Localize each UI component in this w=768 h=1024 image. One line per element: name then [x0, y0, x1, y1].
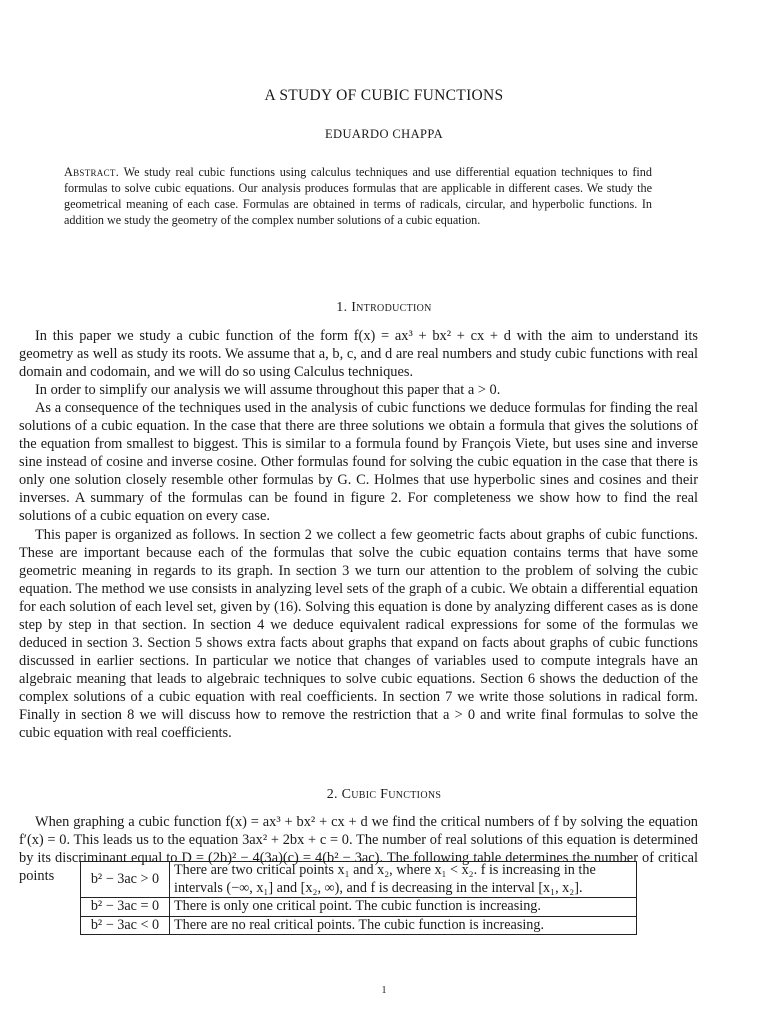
table-cell-condition: b² − 3ac < 0: [81, 916, 170, 935]
table-cell-description: There are no real critical points. The cubic function is increasing.: [170, 916, 637, 935]
page-number: 1: [381, 985, 387, 996]
intro-paragraph-3: As a consequence of the techniques used in the analysis of cubic functions we deduce formulas for finding the real solutions of a cubic equation. In the case that there are three solutions we obtain a formula that gives the solutions of the equation from smallest to biggest. This is similar to a formula found by François Viete, but uses sine and inverse sine instead of cosine and inverse cosine. Other formulas found for solving the cubic equation in the case that there is only one solution closely resemble other formulas by G. C. Holmes that use hyperbolic sines and cosines and their inverses. A summary of the formulas can be found in figure 2. For completeness we show how to find the real solutions of a cubic equation on every case.: [19, 400, 698, 525]
table-row: [81, 916, 637, 935]
abstract-text: We study real cubic functions using calculus techniques and use differential equation techniques to find formulas to solve cubic equations. Our analysis produces formulas that are applicable in different cases. We study the geometrical meaning of each case. Formulas are obtained in terms of radicals, circular, and hyperbolic functions. In addition we study the geometry of the complex number solutions of a cubic equation.: [64, 165, 652, 227]
table-row: [81, 898, 637, 917]
critical-points-table: [80, 861, 637, 935]
section-1-heading: 1. Introduction: [336, 300, 432, 315]
table-row: [81, 862, 637, 898]
table-cell-description: There are two critical points x₁ and x₂, where x₁ < x₂. f is increasing in the intervals (−∞, x₁] and [x₂, ∞), and f is decreasing in the interval [x₁, x₂].: [170, 862, 637, 898]
author-name: EDUARDO CHAPPA: [324, 127, 443, 141]
table-cell-description: There is only one critical point. The cubic function is increasing.: [170, 898, 637, 917]
intro-paragraph-2: In order to simplify our analysis we will assume throughout this paper that a > 0.: [35, 382, 501, 399]
table-cell-condition: b² − 3ac > 0: [81, 862, 170, 898]
abstract: [64, 164, 652, 228]
abstract-label: Abstract.: [64, 165, 120, 179]
paper-title: A STUDY OF CUBIC FUNCTIONS: [264, 87, 504, 104]
intro-paragraph-1: In this paper we study a cubic function of the form f(x) = ax³ + bx² + cx + d with the aim to understand its geometry as well as study its roots. We assume that a, b, c, and d are real numbers and study cubic functions with real domain and codomain, and we will do so using Calculus techniques.: [19, 328, 698, 381]
table-cell-condition: b² − 3ac = 0: [81, 898, 170, 917]
cubic-paragraph-1: When graphing a cubic function f(x) = ax³ + bx² + cx + d we find the critical numbers of f by solving the equation f′(x) = 0. This leads us to the equation 3ax² + 2bx + c = 0. The number of real solutions of this equation is determined by its discriminant equal to D = (2b)² − 4(3a)(c) = 4(b² − 3ac). The following table determines the number of critical points: [19, 814, 698, 885]
intro-paragraph-4: This paper is organized as follows. In section 2 we collect a few geometric facts about graphs of cubic functions. These are important because each of the formulas that solve the cubic equation contains terms that have some geometric meaning in regards to its graph. In section 3 we turn our attention to the problem of solving the cubic equation. The method we use consists in analyzing level sets of the graph of a cubic. We obtain a differential equation for each solution of each level set, given by (16). Solving this equation is done by analyzing different cases as is done step by step in that section. In section 4 we deduce equivalent radical expressions for some of the formulas we deduced in section 3. Section 5 shows extra facts about graphs that expand on facts about graphs of cubic functions discussed in earlier sections. In particular we notice that changes of variables used to compute integrals have an algebraic meaning that leads to algebraic techniques to solve cubic equations. Section 6 shows the deduction of the complex solutions of a cubic equation with real coefficients. In section 7 we write those solutions in radical form. Finally in section 8 we will discuss how to remove the restriction that a > 0 and write final formulas to solve the cubic equation with real coefficients.: [19, 526, 698, 742]
section-2-heading: 2. Cubic Functions: [326, 787, 442, 802]
section-1-body: [19, 327, 698, 742]
